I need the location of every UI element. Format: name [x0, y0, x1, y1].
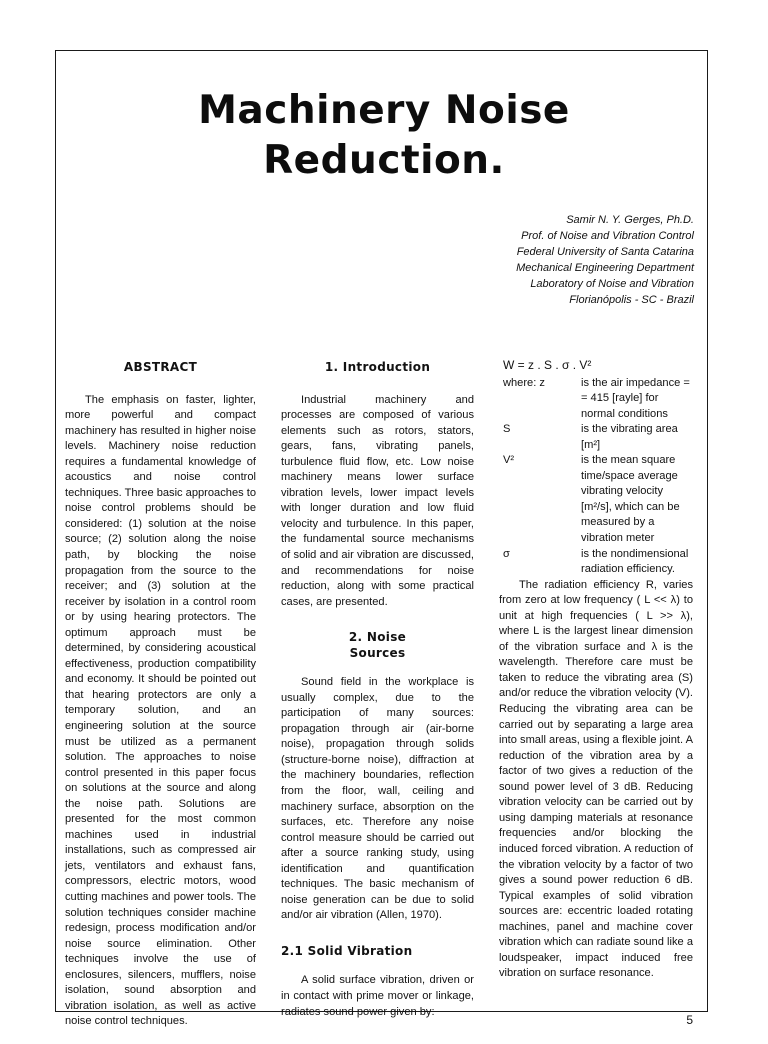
noise-sources-heading: [281, 630, 474, 661]
definition-sigma-text: is the nondimensional radiation efficiency.: [581, 547, 689, 576]
author-laboratory: Laboratory of Noise and Vibration: [530, 278, 694, 290]
noise-sources-heading-line-1: 2. Noise: [348, 630, 407, 645]
author-name: Samir N. Y. Gerges, Ph.D.: [566, 214, 694, 226]
author-location: Florianópolis - SC - Brazil: [569, 294, 694, 306]
column-1: [65, 358, 256, 1044]
column-2: [281, 358, 474, 1034]
author-affiliation: [374, 212, 694, 308]
definition-z: [503, 376, 693, 423]
noise-sources-heading-line-2: Sources: [349, 645, 406, 660]
definition-v-text: is the mean square time/space average vibrating velocity [m²/s], which can be measured by a vibration meter: [581, 454, 680, 545]
abstract-heading: ABSTRACT: [123, 360, 198, 374]
radiation-efficiency-text: The radiation efficiency R, varies from zero at low frequency ( L << λ) to unit at high frequencies ( L >> λ), where L is the largest linear dimension of the vibration surface and λ is the wavelength. Therefore care must be taken to reduce the vibrating area (S) and/or reduce the vibration velocity (V). Reducing the vibrating area can be carried out by separating a large area into small areas, using a flexible joint. A reduction of the vibration area by a factor of two gives a reduction of the sound power level of 3 dB. Reducing vibration velocity can be carried out by using damping materials at resonance frequencies and/or blocking the induced forced vibration. A reduction of the vibration velocity by a factor of two gives a sound power reduction 6 dB. Typical examples of solid vibration sources are: eccentric loaded rotating machines, panel and machine cover vibration which can radiate sound like a loudspeaker, impact induced free vibration on surface resonance.: [499, 578, 693, 980]
definition-v-symbol: V²: [503, 454, 515, 467]
definition-sigma-symbol: σ: [503, 547, 510, 560]
definition-z-text: is the air impedance = = 415 [rayle] for normal conditions: [581, 376, 690, 420]
abstract-text: The emphasis on faster, lighter, more powerful and compact machinery has resulted in higher noise levels. Machinery noise reduction requires a fundamental knowledge of acoustics and noise control techniques. Three basic approaches to noise control problems should be considered: (1) solution at the noise source; (2) solution along the noise path, by blocking the noise propagation from the source to the receiver; and (3) solution at the receiver by isolation in a control room or by using hearing protectors. The optimum approach must be determined, by considering acoustical effectiveness, production compatibility and economy. It should be pointed out that hearing protectors are only a temporary solution, and an engineering solution at the source must be utilized as a permanent solution. The approaches to noise control presented in this paper focus on solutions at the source and along the noise path. Solutions are presented for the most common machines used in industrial installations, such as compressed air jets, ventilators and exhaust fans, compressors, electric motors, wood cutting machines and power tools. The solution techniques consider machine redesign, process modification and/or noise source elimination. Other techniques involve the use of enclosures, silencers, mufflers, noise isolation, sound absorption and vibration isolation, as well as active noise control techniques.: [65, 393, 256, 1028]
author-department: Mechanical Engineering Department: [516, 262, 694, 274]
solid-vibration-heading: 2.1 Solid Vibration: [281, 943, 413, 958]
definition-z-label: where: z: [503, 376, 545, 389]
solid-vibration-text: A solid surface vibration, driven or in contact with prime mover or linkage, radiates sound power given by:: [281, 974, 474, 1018]
author-university: Federal University of Santa Catarina: [516, 246, 694, 258]
introduction-text: Industrial machinery and processes are composed of various elements such as rotors, stators, gears, fans, vibrating panels, turbulence fluid flow, etc. Low noise machinery means lower surface vibration levels, lower impact levels with longer duration and low fluid velocity and turbulence. In this paper, the fundamental source mechanisms of solid and air vibration are discussed, and recommendations for noise reduction, along with some practical cases, are presented.: [281, 393, 474, 608]
title-line-1: Machinery Noise: [198, 88, 570, 133]
sound-power-formula: W = z . S . σ . V²: [503, 358, 592, 372]
column-3: [499, 358, 693, 996]
definition-s-text: is the vibrating area [m²]: [581, 423, 678, 451]
definition-s-symbol: S: [503, 423, 511, 436]
title-line-2: Reduction.: [263, 138, 505, 183]
page-number: 5: [686, 1013, 693, 1027]
introduction-heading: 1. Introduction: [324, 360, 431, 374]
article-title: [100, 86, 668, 186]
author-title: Prof. of Noise and Vibration Control: [521, 230, 694, 242]
definition-s: [503, 422, 693, 453]
definition-sigma: [503, 547, 693, 578]
definition-v: [503, 453, 693, 546]
formula-definitions: [503, 376, 693, 578]
noise-sources-text: Sound field in the workplace is usually complex, due to the participation of many sources: propagation through air (air-borne noise), propagation through solids (structure-borne noise), diffraction at the machinery boundaries, reflection from the floor, wall, ceiling and machinery surface, absorption on the surfaces, etc. Therefore any noise control measure should be carried out after a source ranking study, using identification and quantification techniques. The basic mechanism of noise generation can be due to solid and/or air vibration (Allen, 1970).: [281, 676, 474, 922]
